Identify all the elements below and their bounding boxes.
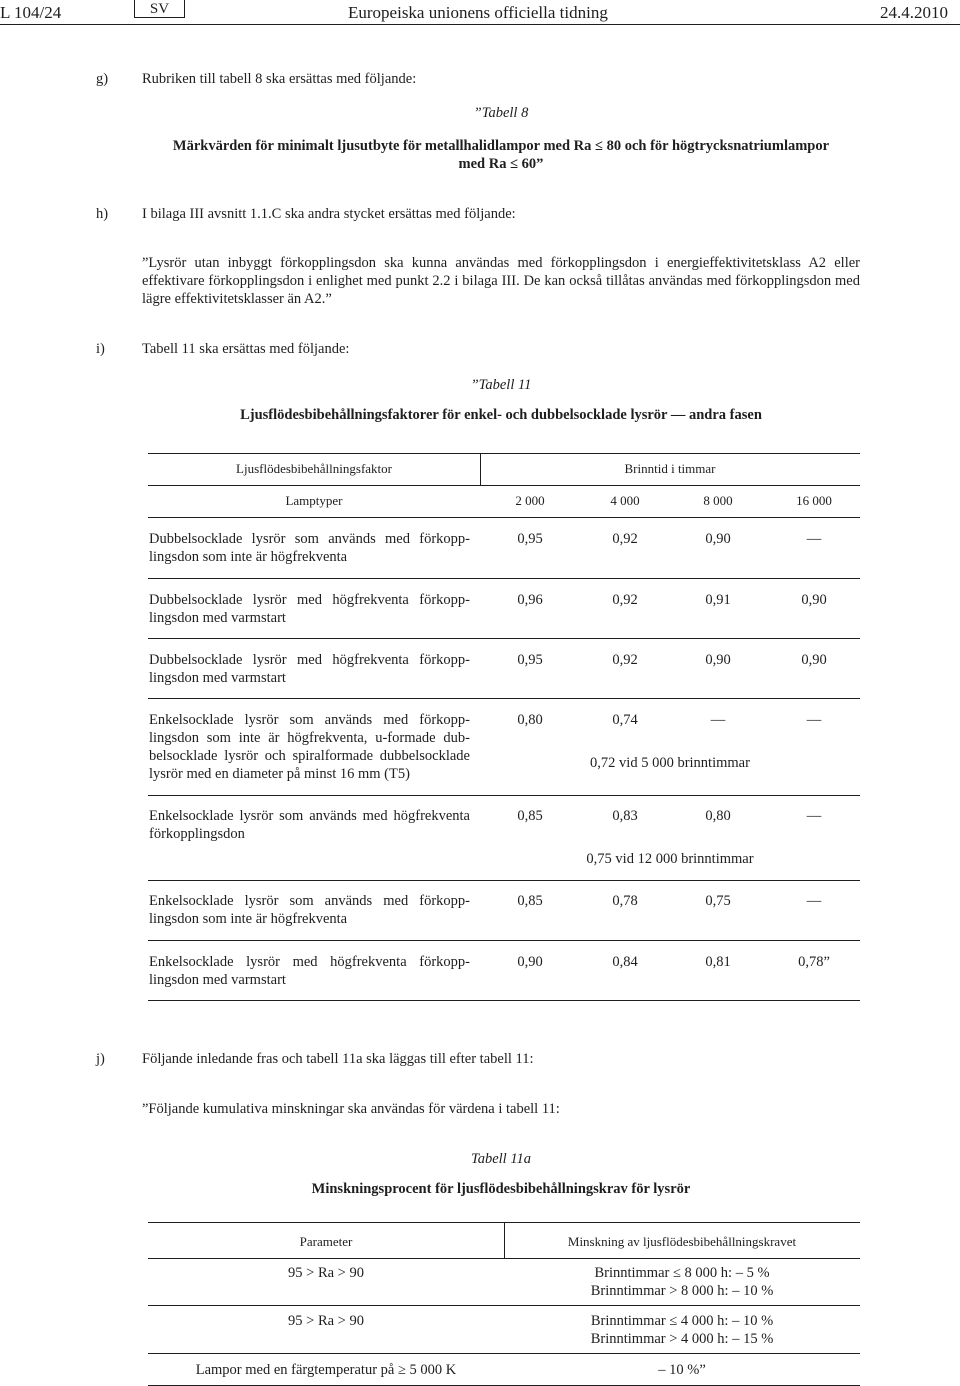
table11-cell: 0,90 xyxy=(705,652,731,668)
table11-row-rule xyxy=(148,940,860,941)
table11-cell: 0,90 xyxy=(801,652,827,668)
table11-cell-note: 0,72 vid 5 000 brinntimmar xyxy=(590,755,750,771)
table11-row-header-lamptypes: Lamptyper xyxy=(285,493,343,508)
table11-cell: — xyxy=(806,808,822,824)
table11-hours-4000: 4 000 xyxy=(610,493,640,508)
table11-row-rule xyxy=(148,880,860,881)
table11-cell: — xyxy=(806,893,822,909)
item-text-j: Följande inledande fras och tabell 11a ska läggas till efter tabell 11: xyxy=(142,1051,534,1067)
table11-bottom-rule xyxy=(148,1000,860,1001)
table11-cell: 0,95 xyxy=(517,531,543,547)
table11-cell: 0,75 xyxy=(705,893,731,909)
item-marker-h: h) xyxy=(96,206,109,222)
journal-title: Europeiska unionens officiella tidning xyxy=(348,3,608,22)
table11-row-rule xyxy=(148,795,860,796)
table11a-param: 95 > Ra > 90 xyxy=(288,1265,364,1281)
table11-cell: 0,92 xyxy=(612,592,638,608)
table11-hours-16000: 16 000 xyxy=(796,493,832,508)
table11-header-rule xyxy=(148,485,860,486)
quoted-paragraph-h: ”Lysrör utan inbyggt förkopplingsdon ska kunna användas med förkopplingsdon i energieffektivitetsklass A2 eller effektivare förkopplingsdon i enlighet med punkt 2.2 i bilaga III. De kan också tillåtas användas med förkopplingsdon med lägre effektivitetsklasser än A2.” xyxy=(142,255,860,307)
table11-cell: 0,90 xyxy=(705,531,731,547)
table11a-reduction-line: Brinntimmar > 4 000 h: – 15 % xyxy=(590,1331,774,1347)
table11a-param: Lampor med en färgtemperatur på ≥ 5 000 K xyxy=(195,1362,457,1378)
page-reference: L 104/24 xyxy=(0,3,62,22)
table11-hours-2000: 2 000 xyxy=(515,493,545,508)
table11-cell: 0,80 xyxy=(517,712,543,728)
table8-heading-line2: med Ra ≤ 60” xyxy=(458,156,544,172)
table11-top-rule xyxy=(148,453,860,454)
table8-label: ”Tabell 8 xyxy=(473,105,529,121)
table11a-row-rule xyxy=(148,1305,860,1306)
table11-row-rule xyxy=(148,578,860,579)
table11-cell: — xyxy=(806,531,822,547)
table11a-col-header-reduction: Minskning av ljusflödesbibehållningskravet xyxy=(567,1234,797,1249)
table11a-row-rule xyxy=(148,1353,860,1354)
table11-label: ”Tabell 11 xyxy=(470,377,532,393)
table11-cell: 0,90 xyxy=(517,954,543,970)
table11-cell: 0,74 xyxy=(612,712,638,728)
table11-cell: 0,83 xyxy=(612,808,638,824)
table11-col-header-hours: Brinntid i timmar xyxy=(624,461,716,476)
table11-row-label: Enkelsocklade lysrör som används med förkopplingsdon som inte är högfrekventa, u-formade dubbelsocklade lysrör och spiralformade dubbelsocklade lysrör med en diameter på minst 16 mm (T5) xyxy=(149,712,470,782)
table11-cell: 0,95 xyxy=(517,652,543,668)
table11a-param: 95 > Ra > 90 xyxy=(288,1313,364,1329)
table11-cell: 0,85 xyxy=(517,808,543,824)
item-text-g: Rubriken till tabell 8 ska ersättas med följande: xyxy=(142,71,417,87)
table11a-reduction-line: Brinntimmar ≤ 4 000 h: – 10 % xyxy=(590,1313,774,1329)
table11-cell: 0,81 xyxy=(705,954,731,970)
item-text-i: Tabell 11 ska ersättas med följande: xyxy=(142,341,350,357)
table8-heading-line1: Märkvärden för minimalt ljusutbyte för metallhalidlampor med Ra ≤ 80 och för högtrycksnatriumlampor xyxy=(172,138,830,154)
table11a-reduction-line: Brinntimmar ≤ 8 000 h: – 5 % xyxy=(594,1265,770,1281)
item-marker-g: g) xyxy=(96,71,109,87)
item-marker-i: i) xyxy=(96,341,105,357)
header-divider xyxy=(0,24,960,25)
table11-row-label: Enkelsocklade lysrör som används med förkopplingsdon som inte är högfrekventa xyxy=(149,893,470,927)
table11-cell: 0,80 xyxy=(705,808,731,824)
table11-subheader-rule xyxy=(148,517,860,518)
table11-cell: 0,90 xyxy=(801,592,827,608)
item-text-h: I bilaga III avsnitt 1.1.C ska andra stycket ersättas med följande: xyxy=(142,206,516,222)
table11a-reduction-line: Brinntimmar > 8 000 h: – 10 % xyxy=(590,1283,774,1299)
table11-cell: 0,85 xyxy=(517,893,543,909)
table11a-reduction-line: – 10 %” xyxy=(658,1362,706,1378)
table11a-col-header-parameter: Parameter xyxy=(299,1234,353,1249)
language-badge: SV xyxy=(134,0,185,18)
quoted-intro-j: ”Följande kumulativa minskningar ska användas för värdena i tabell 11: xyxy=(142,1101,560,1117)
table11a-header-rule xyxy=(148,1258,860,1259)
table11-cell: 0,92 xyxy=(612,531,638,547)
table11-cell: 0,84 xyxy=(612,954,638,970)
table11-cell: 0,92 xyxy=(612,652,638,668)
table11-row-rule xyxy=(148,698,860,699)
table11-heading: Ljusflödesbibehållningsfaktorer för enkel- och dubbelsocklade lysrör — andra fasen xyxy=(240,407,762,423)
table11-row-label: Enkelsocklade lysrör som används med högfrekventa förkopplingsdon xyxy=(149,808,470,842)
table11-row-label: Dubbelsocklade lysrör med högfrekventa förkopplingsdon med varmstart xyxy=(149,652,470,686)
table11-row-label: Dubbelsocklade lysrör som används med förkopplingsdon som inte är högfrekventa xyxy=(149,531,470,565)
table11-col-header-factor: Ljusflödesbibehållningsfaktor xyxy=(236,461,392,476)
table11-row-rule xyxy=(148,638,860,639)
publication-date: 24.4.2010 xyxy=(880,3,948,22)
table11-cell: — xyxy=(710,712,726,728)
table11-cell: 0,91 xyxy=(705,592,731,608)
table11a-heading: Minskningsprocent för ljusflödesbibehållningskrav för lysrör xyxy=(311,1181,691,1197)
table11-row-label: Enkelsocklade lysrör med högfrekventa förkopplingsdon med varmstart xyxy=(149,954,470,988)
table11a-label: Tabell 11a xyxy=(470,1151,532,1167)
table11-cell: 0,78 xyxy=(612,893,638,909)
table11-cell: 0,78” xyxy=(798,954,830,970)
table11-cell: — xyxy=(806,712,822,728)
table11-cell-note: 0,75 vid 12 000 brinntimmar xyxy=(586,851,754,867)
table11-hours-8000: 8 000 xyxy=(703,493,733,508)
item-marker-j: j) xyxy=(96,1051,105,1067)
table11-cell: 0,96 xyxy=(517,592,543,608)
table11-row-label: Dubbelsocklade lysrör med högfrekventa förkopplingsdon med varmstart xyxy=(149,592,470,626)
